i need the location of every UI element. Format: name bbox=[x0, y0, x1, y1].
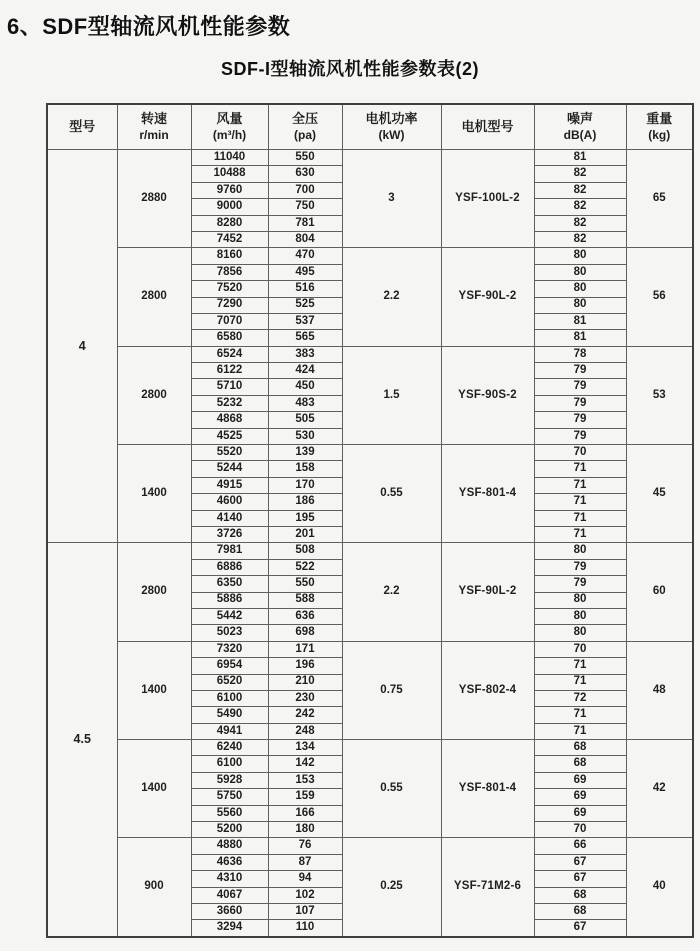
motor-cell: YSF-802-4 bbox=[441, 641, 534, 739]
pressure-cell: 525 bbox=[268, 297, 342, 313]
airflow-cell: 5442 bbox=[191, 608, 268, 624]
noise-cell: 82 bbox=[534, 199, 626, 215]
noise-cell: 82 bbox=[534, 215, 626, 231]
pressure-cell: 530 bbox=[268, 428, 342, 444]
weight-cell: 56 bbox=[626, 248, 693, 346]
airflow-cell: 9760 bbox=[191, 182, 268, 198]
airflow-cell: 5232 bbox=[191, 395, 268, 411]
airflow-cell: 4140 bbox=[191, 510, 268, 526]
airflow-cell: 3660 bbox=[191, 903, 268, 919]
col-header-model: 型号 bbox=[47, 104, 117, 150]
motor-cell: YSF-801-4 bbox=[441, 445, 534, 543]
noise-cell: 70 bbox=[534, 641, 626, 657]
airflow-cell: 3726 bbox=[191, 526, 268, 542]
pressure-cell: 166 bbox=[268, 805, 342, 821]
pressure-cell: 750 bbox=[268, 199, 342, 215]
power-cell: 0.55 bbox=[342, 740, 441, 838]
pressure-cell: 483 bbox=[268, 395, 342, 411]
pressure-cell: 588 bbox=[268, 592, 342, 608]
pressure-cell: 230 bbox=[268, 690, 342, 706]
pressure-cell: 450 bbox=[268, 379, 342, 395]
noise-cell: 79 bbox=[534, 379, 626, 395]
airflow-cell: 5928 bbox=[191, 772, 268, 788]
noise-cell: 69 bbox=[534, 789, 626, 805]
noise-cell: 71 bbox=[534, 674, 626, 690]
airflow-cell: 3294 bbox=[191, 920, 268, 937]
noise-cell: 69 bbox=[534, 805, 626, 821]
table-header bbox=[47, 104, 693, 150]
noise-cell: 71 bbox=[534, 526, 626, 542]
pressure-cell: 139 bbox=[268, 445, 342, 461]
airflow-cell: 6350 bbox=[191, 576, 268, 592]
speed-cell: 1400 bbox=[117, 445, 191, 543]
noise-cell: 81 bbox=[534, 313, 626, 329]
noise-cell: 79 bbox=[534, 576, 626, 592]
airflow-cell: 5886 bbox=[191, 592, 268, 608]
airflow-cell: 4310 bbox=[191, 871, 268, 887]
col-header-pressure: 全压 (pa) bbox=[268, 104, 342, 150]
speed-cell: 2800 bbox=[117, 543, 191, 641]
power-cell: 1.5 bbox=[342, 346, 441, 444]
noise-cell: 68 bbox=[534, 740, 626, 756]
table-row bbox=[47, 445, 693, 461]
noise-cell: 71 bbox=[534, 461, 626, 477]
power-cell: 0.25 bbox=[342, 838, 441, 937]
speed-cell: 2880 bbox=[117, 150, 191, 248]
noise-cell: 80 bbox=[534, 592, 626, 608]
pressure-cell: 508 bbox=[268, 543, 342, 559]
weight-cell: 53 bbox=[626, 346, 693, 444]
pressure-cell: 242 bbox=[268, 707, 342, 723]
airflow-cell: 6100 bbox=[191, 756, 268, 772]
noise-cell: 80 bbox=[534, 264, 626, 280]
airflow-cell: 5200 bbox=[191, 822, 268, 838]
speed-cell: 900 bbox=[117, 838, 191, 937]
airflow-cell: 4636 bbox=[191, 854, 268, 870]
airflow-cell: 4067 bbox=[191, 887, 268, 903]
noise-cell: 79 bbox=[534, 428, 626, 444]
speed-cell: 2800 bbox=[117, 248, 191, 346]
weight-cell: 48 bbox=[626, 641, 693, 739]
airflow-cell: 6100 bbox=[191, 690, 268, 706]
weight-cell: 65 bbox=[626, 150, 693, 248]
table-row bbox=[47, 838, 693, 854]
pressure-cell: 537 bbox=[268, 313, 342, 329]
model-cell: 4 bbox=[47, 150, 117, 543]
airflow-cell: 6954 bbox=[191, 658, 268, 674]
table-row bbox=[47, 346, 693, 362]
pressure-cell: 470 bbox=[268, 248, 342, 264]
motor-cell: YSF-100L-2 bbox=[441, 150, 534, 248]
table-body bbox=[47, 150, 693, 937]
col-header-airflow: 风量 (m³/h) bbox=[191, 104, 268, 150]
motor-cell: YSF-801-4 bbox=[441, 740, 534, 838]
pressure-cell: 495 bbox=[268, 264, 342, 280]
pressure-cell: 550 bbox=[268, 576, 342, 592]
table-row bbox=[47, 248, 693, 264]
pressure-cell: 94 bbox=[268, 871, 342, 887]
table-row bbox=[47, 641, 693, 657]
noise-cell: 81 bbox=[534, 150, 626, 166]
table-row bbox=[47, 740, 693, 756]
airflow-cell: 5244 bbox=[191, 461, 268, 477]
airflow-cell: 7320 bbox=[191, 641, 268, 657]
col-header-weight: 重量 (kg) bbox=[626, 104, 693, 150]
pressure-cell: 153 bbox=[268, 772, 342, 788]
power-cell: 2.2 bbox=[342, 248, 441, 346]
pressure-cell: 248 bbox=[268, 723, 342, 739]
pressure-cell: 134 bbox=[268, 740, 342, 756]
pressure-cell: 158 bbox=[268, 461, 342, 477]
noise-cell: 71 bbox=[534, 658, 626, 674]
model-cell: 4.5 bbox=[47, 543, 117, 937]
noise-cell: 80 bbox=[534, 248, 626, 264]
airflow-cell: 7070 bbox=[191, 313, 268, 329]
power-cell: 2.2 bbox=[342, 543, 441, 641]
airflow-cell: 6580 bbox=[191, 330, 268, 346]
pressure-cell: 698 bbox=[268, 625, 342, 641]
noise-cell: 67 bbox=[534, 920, 626, 937]
col-header-motor: 电机型号 bbox=[441, 104, 534, 150]
noise-cell: 71 bbox=[534, 723, 626, 739]
pressure-cell: 630 bbox=[268, 166, 342, 182]
noise-cell: 82 bbox=[534, 166, 626, 182]
pressure-cell: 87 bbox=[268, 854, 342, 870]
airflow-cell: 6122 bbox=[191, 363, 268, 379]
weight-cell: 40 bbox=[626, 838, 693, 937]
speed-cell: 1400 bbox=[117, 740, 191, 838]
header-row bbox=[47, 104, 693, 150]
col-header-speed: 转速 r/min bbox=[117, 104, 191, 150]
noise-cell: 79 bbox=[534, 363, 626, 379]
pressure-cell: 383 bbox=[268, 346, 342, 362]
noise-cell: 68 bbox=[534, 903, 626, 919]
airflow-cell: 5710 bbox=[191, 379, 268, 395]
noise-cell: 80 bbox=[534, 625, 626, 641]
pressure-cell: 522 bbox=[268, 559, 342, 575]
noise-cell: 71 bbox=[534, 494, 626, 510]
airflow-cell: 4880 bbox=[191, 838, 268, 854]
power-cell: 0.55 bbox=[342, 445, 441, 543]
noise-cell: 80 bbox=[534, 543, 626, 559]
pressure-cell: 170 bbox=[268, 477, 342, 493]
weight-cell: 45 bbox=[626, 445, 693, 543]
pressure-cell: 781 bbox=[268, 215, 342, 231]
airflow-cell: 5750 bbox=[191, 789, 268, 805]
pressure-cell: 550 bbox=[268, 150, 342, 166]
airflow-cell: 11040 bbox=[191, 150, 268, 166]
pressure-cell: 565 bbox=[268, 330, 342, 346]
pressure-cell: 171 bbox=[268, 641, 342, 657]
pressure-cell: 159 bbox=[268, 789, 342, 805]
airflow-cell: 5490 bbox=[191, 707, 268, 723]
airflow-cell: 6886 bbox=[191, 559, 268, 575]
fan-performance-table bbox=[46, 103, 694, 938]
airflow-cell: 5023 bbox=[191, 625, 268, 641]
airflow-cell: 7856 bbox=[191, 264, 268, 280]
pressure-cell: 186 bbox=[268, 494, 342, 510]
airflow-cell: 6240 bbox=[191, 740, 268, 756]
pressure-cell: 107 bbox=[268, 903, 342, 919]
noise-cell: 67 bbox=[534, 871, 626, 887]
pressure-cell: 700 bbox=[268, 182, 342, 198]
noise-cell: 78 bbox=[534, 346, 626, 362]
noise-cell: 71 bbox=[534, 510, 626, 526]
airflow-cell: 8280 bbox=[191, 215, 268, 231]
airflow-cell: 5560 bbox=[191, 805, 268, 821]
airflow-cell: 6524 bbox=[191, 346, 268, 362]
noise-cell: 80 bbox=[534, 608, 626, 624]
airflow-cell: 10488 bbox=[191, 166, 268, 182]
power-cell: 0.75 bbox=[342, 641, 441, 739]
noise-cell: 66 bbox=[534, 838, 626, 854]
noise-cell: 72 bbox=[534, 690, 626, 706]
noise-cell: 71 bbox=[534, 707, 626, 723]
noise-cell: 70 bbox=[534, 822, 626, 838]
table-row bbox=[47, 150, 693, 166]
noise-cell: 82 bbox=[534, 182, 626, 198]
pressure-cell: 196 bbox=[268, 658, 342, 674]
airflow-cell: 4600 bbox=[191, 494, 268, 510]
noise-cell: 79 bbox=[534, 395, 626, 411]
airflow-cell: 4915 bbox=[191, 477, 268, 493]
pressure-cell: 636 bbox=[268, 608, 342, 624]
table-row bbox=[47, 543, 693, 559]
noise-cell: 79 bbox=[534, 412, 626, 428]
pressure-cell: 516 bbox=[268, 281, 342, 297]
motor-cell: YSF-90S-2 bbox=[441, 346, 534, 444]
weight-cell: 60 bbox=[626, 543, 693, 641]
noise-cell: 79 bbox=[534, 559, 626, 575]
airflow-cell: 4868 bbox=[191, 412, 268, 428]
noise-cell: 71 bbox=[534, 477, 626, 493]
airflow-cell: 7290 bbox=[191, 297, 268, 313]
pressure-cell: 201 bbox=[268, 526, 342, 542]
motor-cell: YSF-71M2-6 bbox=[441, 838, 534, 937]
speed-cell: 1400 bbox=[117, 641, 191, 739]
noise-cell: 68 bbox=[534, 887, 626, 903]
pressure-cell: 142 bbox=[268, 756, 342, 772]
airflow-cell: 7452 bbox=[191, 231, 268, 247]
pressure-cell: 195 bbox=[268, 510, 342, 526]
pressure-cell: 76 bbox=[268, 838, 342, 854]
noise-cell: 81 bbox=[534, 330, 626, 346]
noise-cell: 68 bbox=[534, 756, 626, 772]
table-title: SDF-I型轴流风机性能参数表(2) bbox=[221, 59, 479, 79]
col-header-noise: 噪声 dB(A) bbox=[534, 104, 626, 150]
noise-cell: 80 bbox=[534, 297, 626, 313]
motor-cell: YSF-90L-2 bbox=[441, 543, 534, 641]
airflow-cell: 7520 bbox=[191, 281, 268, 297]
noise-cell: 82 bbox=[534, 231, 626, 247]
noise-cell: 70 bbox=[534, 445, 626, 461]
pressure-cell: 505 bbox=[268, 412, 342, 428]
airflow-cell: 8160 bbox=[191, 248, 268, 264]
power-cell: 3 bbox=[342, 150, 441, 248]
page-title: 6、SDF型轴流风机性能参数 bbox=[7, 14, 291, 39]
pressure-cell: 110 bbox=[268, 920, 342, 937]
noise-cell: 69 bbox=[534, 772, 626, 788]
airflow-cell: 9000 bbox=[191, 199, 268, 215]
airflow-cell: 7981 bbox=[191, 543, 268, 559]
noise-cell: 80 bbox=[534, 281, 626, 297]
motor-cell: YSF-90L-2 bbox=[441, 248, 534, 346]
pressure-cell: 102 bbox=[268, 887, 342, 903]
pressure-cell: 424 bbox=[268, 363, 342, 379]
pressure-cell: 210 bbox=[268, 674, 342, 690]
airflow-cell: 6520 bbox=[191, 674, 268, 690]
airflow-cell: 4525 bbox=[191, 428, 268, 444]
noise-cell: 67 bbox=[534, 854, 626, 870]
airflow-cell: 5520 bbox=[191, 445, 268, 461]
speed-cell: 2800 bbox=[117, 346, 191, 444]
pressure-cell: 180 bbox=[268, 822, 342, 838]
col-header-power: 电机功率 (kW) bbox=[342, 104, 441, 150]
weight-cell: 42 bbox=[626, 740, 693, 838]
pressure-cell: 804 bbox=[268, 231, 342, 247]
airflow-cell: 4941 bbox=[191, 723, 268, 739]
